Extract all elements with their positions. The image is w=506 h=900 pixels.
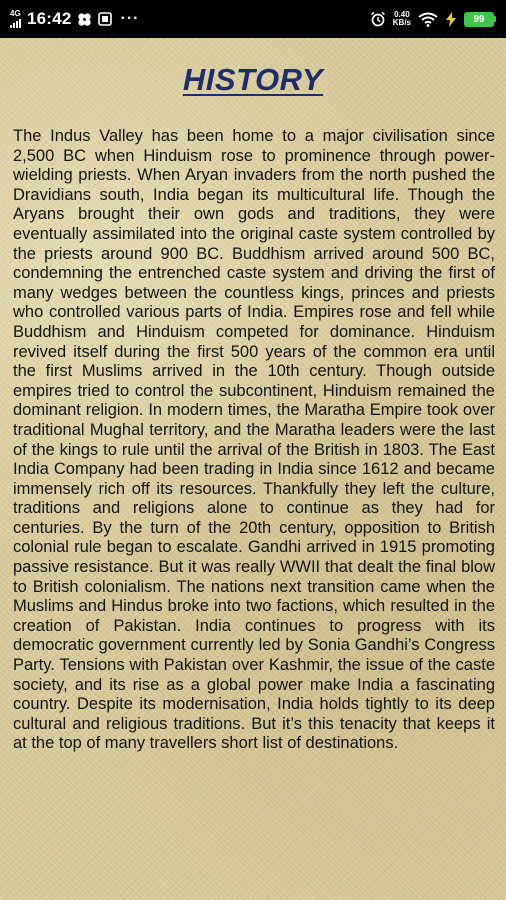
status-bar-right xyxy=(370,11,496,27)
status-bar xyxy=(0,0,506,38)
alarm-icon xyxy=(370,11,386,27)
network-type: 4G xyxy=(10,9,21,18)
page-title: HISTORY xyxy=(182,62,324,97)
network-speed xyxy=(393,11,411,27)
status-bar-left xyxy=(10,9,139,29)
pinwheel-icon xyxy=(77,12,92,27)
battery-level: 99 xyxy=(464,12,494,27)
network-speed-unit: KB/s xyxy=(392,18,411,27)
network-speed-value: 0.40 xyxy=(394,10,410,19)
history-body-text: The Indus Valley has been home to a major civilisation since 2,500 BC when Hinduism rose to prominence through power-wielding priests. When Aryan invaders from the north pushed the Dravidians south, India began its multicultural life. Though the Aryans brought their own gods and traditions, they were eventually assimilated into the original caste system controlled by the priests around 900 BC. Buddhism arrived around 500 BC, condemning the entrenched caste system and driving the first of many wedges between the countless kings, princes and priests who controlled various parts of India. Empires rose and fell while Buddhism and Hinduism competed for dominance. Hinduism revived itself during the first 500 years of the common era until the first Muslims arrived in the 10th century. Though outside empires tried to control the subcontinent, Hinduism remained the dominant religion. In modern times, the Maratha Empire took over traditional Mughal territory, and the Maratha leaders were the last of the kings to rule until the arrival of the British in 1803. The East India Company had been trading in India since 1612 and became immensely rich off its resources. Thankfully they left the culture, traditions and religions alone to continue as they had for centuries. By the turn of the 20th century, opposition to British colonial rule began to escalate. Gandhi arrived in 1915 promoting passive resistance. But it was really WWII that dealt the final blow to British colonialism. The nations next transition came when the Muslims and Hindus broke into two factions, which resulted in the creation of Pakistan. India continues to progress with its democratic government currently led by Sonia Gandhi’s Congress Party. Tensions with Pakistan over Kashmir, the issue of the caste society, and its rise as a global power make India a fascinating country. Despite its modernisation, India holds tightly to its deep cultural and religious traditions. But it’s this tenacity that keeps it at the top of many travellers short list of destinations. xyxy=(13,127,495,753)
clock-time: 16:42 xyxy=(27,9,72,28)
charging-icon xyxy=(445,12,457,27)
battery-icon xyxy=(464,12,496,27)
more-notifications-indicator: ··· xyxy=(120,10,140,27)
notification-icon xyxy=(98,12,112,26)
wifi-icon xyxy=(418,12,438,27)
signal-icon xyxy=(10,10,21,28)
